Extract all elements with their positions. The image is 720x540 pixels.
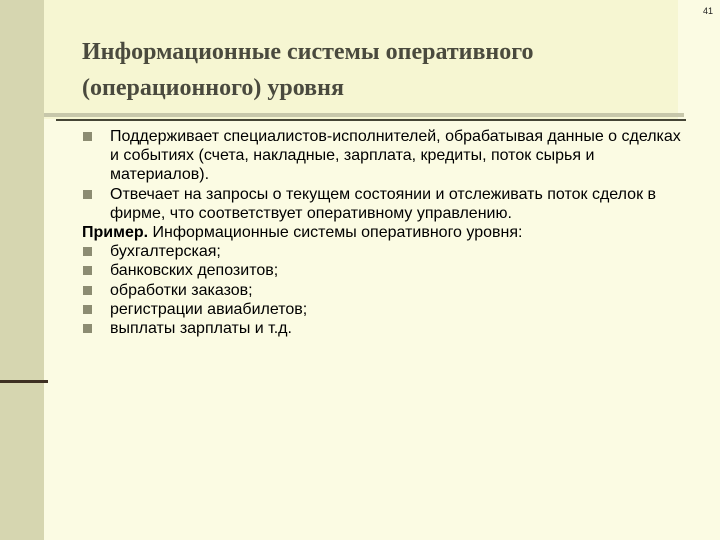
slide-body bbox=[82, 127, 682, 338]
example-text: Информационные системы оперативного уровня: bbox=[152, 224, 523, 242]
bullet-text: Отвечает на запросы о текущем состоянии и отслеживать поток сделок в фирме, что соответствует оперативному управлению. bbox=[110, 185, 657, 222]
example-item-4 bbox=[82, 300, 682, 319]
bullet-item-1 bbox=[82, 127, 682, 185]
square-bullet-icon bbox=[83, 247, 92, 256]
example-item-text: бухгалтерская; bbox=[110, 243, 221, 261]
example-item-2 bbox=[82, 261, 682, 280]
title-divider-light bbox=[44, 113, 684, 117]
bullet-text: Поддерживает специалистов-исполнителей, обрабатывая данные о сделках и событиях (счета, накладные, зарплата, кредиты, поток сырья и материалов). bbox=[110, 128, 681, 184]
example-item-3 bbox=[82, 281, 682, 300]
example-item-text: регистрации авиабилетов; bbox=[110, 300, 308, 318]
square-bullet-icon bbox=[83, 305, 92, 314]
example-item-text: банковских депозитов; bbox=[110, 262, 279, 280]
square-bullet-icon bbox=[83, 286, 92, 295]
example-item-5 bbox=[82, 319, 682, 338]
bullet-item-2 bbox=[82, 185, 682, 223]
square-bullet-icon bbox=[83, 324, 92, 333]
square-bullet-icon bbox=[83, 266, 92, 275]
side-divider bbox=[0, 380, 48, 383]
example-item-text: обработки заказов; bbox=[110, 281, 253, 299]
side-decoration-bar bbox=[0, 0, 44, 540]
slide-title: Информационные системы оперативного (операционного) уровня bbox=[82, 39, 534, 101]
square-bullet-icon bbox=[83, 190, 92, 199]
page-number: 41 bbox=[702, 6, 713, 16]
example-item-text: выплаты зарплаты и т.д. bbox=[110, 320, 292, 338]
example-line bbox=[82, 223, 682, 242]
title-divider bbox=[56, 119, 686, 121]
example-item-1 bbox=[82, 242, 682, 261]
square-bullet-icon bbox=[83, 132, 92, 141]
example-label: Пример. bbox=[82, 224, 149, 242]
